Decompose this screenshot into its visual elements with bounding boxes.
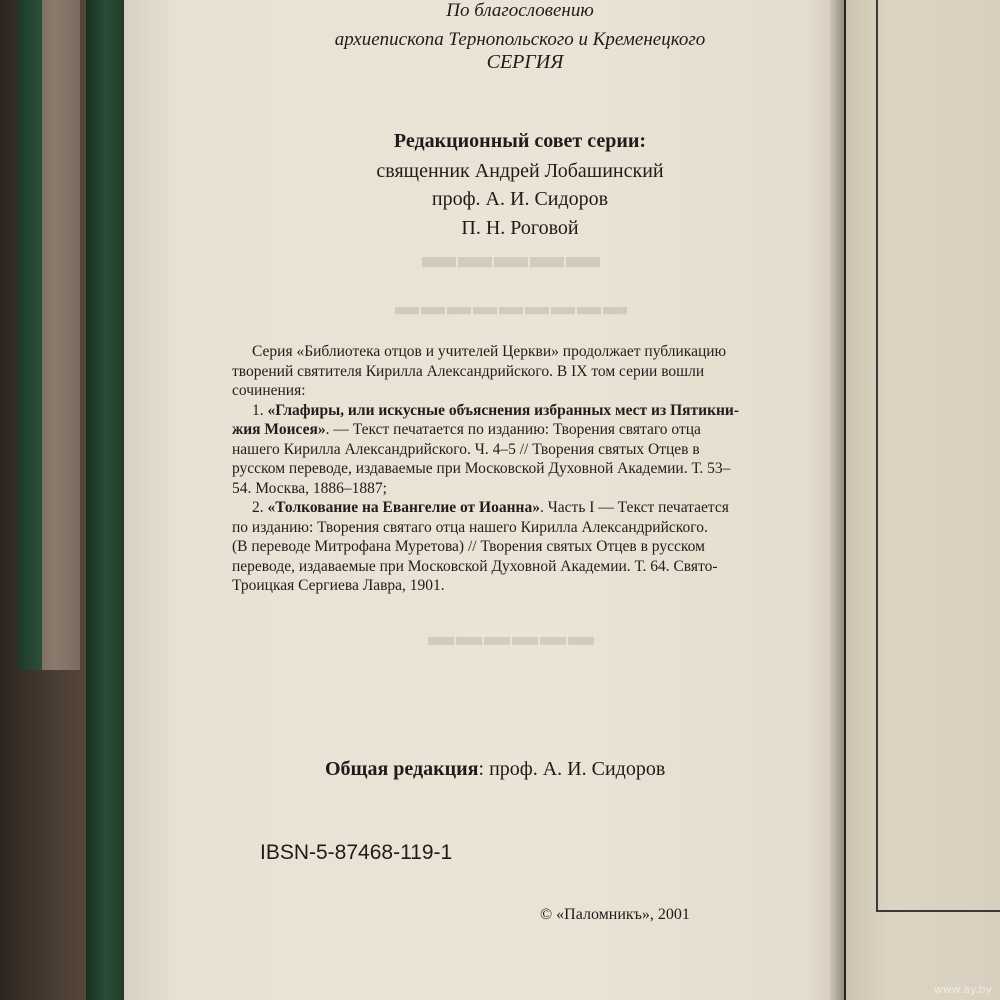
work-item-2-line: (В переводе Митрофана Муретова) // Творения святых Отцев в русском	[232, 538, 705, 555]
work-item-2-line: переводе, издаваемые при Московской Духовной Академии. Т. 64. Свято-	[232, 557, 718, 575]
work-item-title: «Толкование на Евангелие от Иоанна»	[267, 499, 540, 516]
work-item-text: . — Текст печатается по изданию: Творения святаго отца	[325, 421, 701, 438]
adjacent-book-spine	[18, 0, 42, 670]
series-note-line: Серия «Библиотека отцов и учителей Церкви» продолжает публикацию	[252, 343, 727, 360]
editorial-board-member: священник Андрей Лобашинский	[376, 160, 664, 182]
work-item-1-line: русском переводе, издаваемые при Московской Духовной Академии. Т. 53–	[232, 460, 731, 477]
work-item-1-line	[232, 420, 802, 440]
series-note-line: творений святителя Кирилла Александрийского. В IX том серии вошли	[232, 362, 705, 380]
work-item-title: жия Моисея»	[232, 421, 326, 438]
show-through-decoration-3: ▬▬▬▬▬▬	[426, 631, 594, 660]
editorial-board-member: П. Н. Роговой	[461, 217, 579, 239]
work-item-2-line: по изданию: Творения святаго отца нашего Кирилла Александрийского.	[232, 518, 708, 536]
work-item-1-line: 54. Москва, 1886–1887;	[232, 479, 387, 497]
general-editor-label: Общая редакция	[325, 758, 479, 780]
isbn: IBSN-5-87468-119-1	[260, 841, 453, 864]
copyright: © «Паломникъ», 2001	[540, 906, 690, 923]
work-item-number: 1.	[252, 401, 264, 419]
series-note-line: сочинения:	[232, 382, 306, 399]
work-item-title: «Глафиры, или искусные объяснения избранных мест из Пятикни-	[267, 401, 740, 419]
watermark: www.ay.by	[933, 983, 992, 996]
work-item-1-title-line	[232, 401, 802, 421]
blessing-line-1: По благословению	[446, 0, 594, 21]
series-note	[232, 342, 802, 596]
show-through-decoration: ▬▬▬▬▬	[420, 249, 600, 286]
blessing-line-2: архиепископа Тернопольского и Кременецкого	[334, 29, 706, 50]
facing-page-frame	[876, 0, 1000, 912]
book-cover-edge	[86, 0, 126, 1000]
work-item-2-title-line	[232, 498, 802, 518]
general-editor	[325, 758, 665, 781]
editorial-board-heading: Редакционный совет серии:	[393, 130, 647, 152]
work-item-text: . Часть I — Текст печатается	[539, 499, 729, 516]
general-editor-value: : проф. А. И. Сидоров	[478, 758, 666, 780]
show-through-decoration-2: ▬▬▬▬▬▬▬▬▬	[393, 301, 627, 327]
work-item-1-line: нашего Кирилла Александрийского. Ч. 4–5 // Творения святых Отцев в	[232, 440, 700, 458]
adjacent-book	[18, 0, 80, 670]
work-item-number: 2.	[252, 499, 264, 516]
work-item-2-line: Троицкая Сергиева Лавра, 1901.	[232, 577, 445, 594]
blessing-line-3: СЕРГИЯ	[486, 51, 564, 73]
editorial-board-member: проф. А. И. Сидоров	[431, 188, 609, 210]
